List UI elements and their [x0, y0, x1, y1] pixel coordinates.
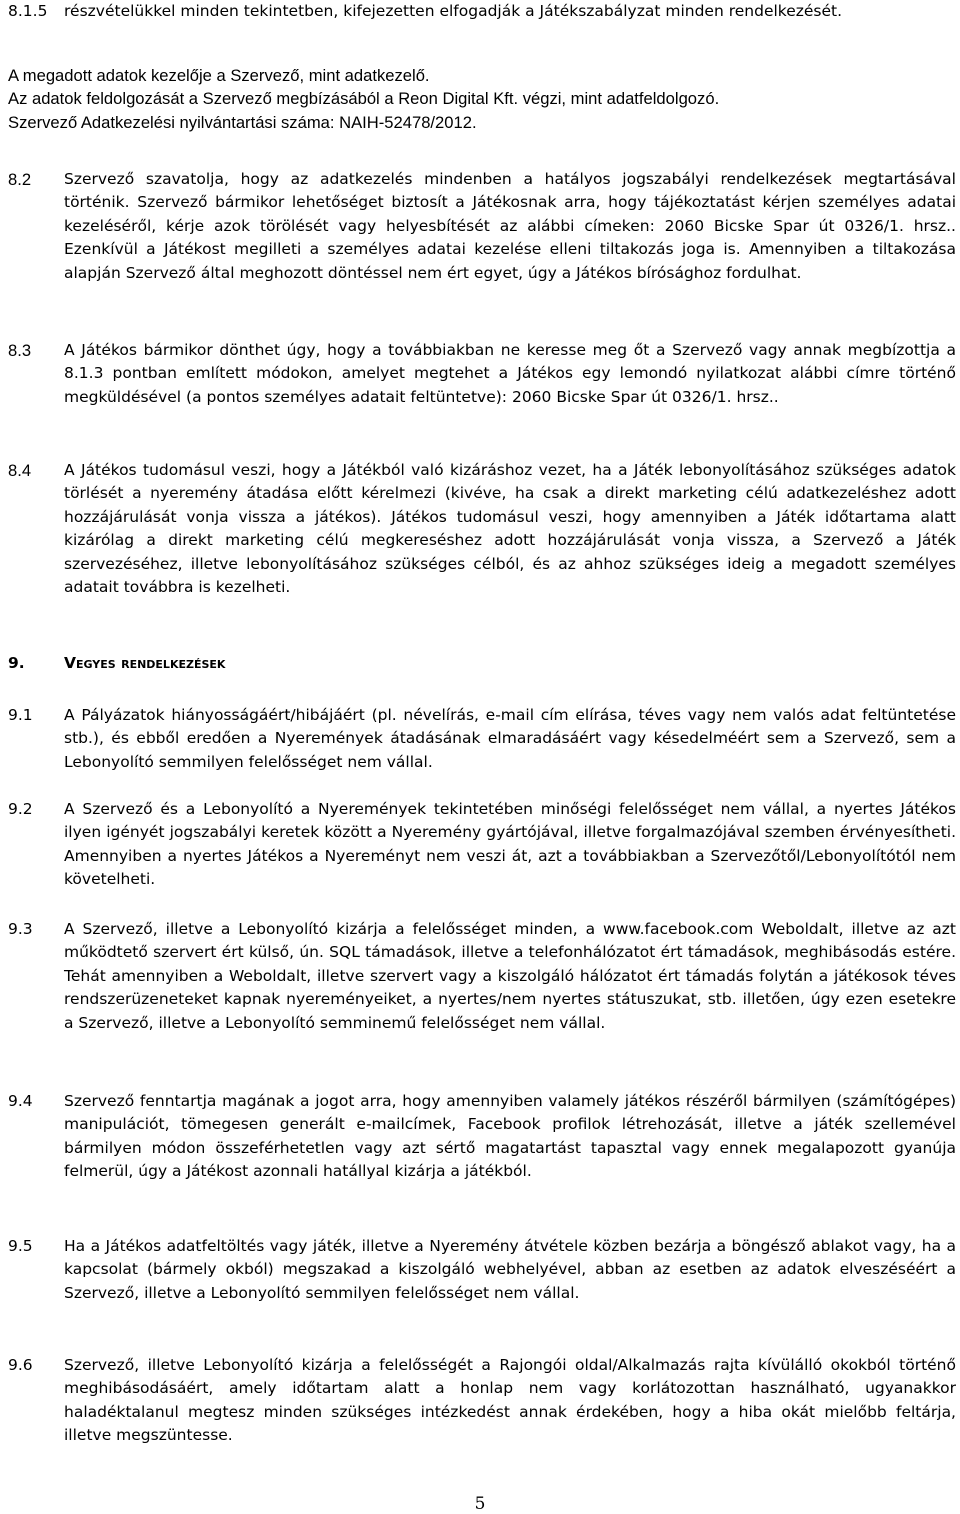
clause-9-5 — [8, 1235, 956, 1305]
clause-text: A Játékos bármikor dönthet úgy, hogy a továbbiakban ne keresse meg őt a Szervező vagy annak megbízottja a 8.1.3 pontban említett módokon, amelyet megtehet a Játékos egy lemondó nyilatkozat alábbi címre történő megküldésével (a pontos személyes adatait feltüntetve): 2060 Bicske Spar út 0326/1. hrsz.. — [64, 341, 956, 406]
processor-line: Az adatok feldolgozását a Szervező megbízásából a Reon Digital Kft. végzi, mint adatfeldolgozó. — [8, 89, 720, 109]
clause-9-3 — [8, 918, 956, 1035]
registry-line: Szervező Adatkezelési nyilvántartási száma: NAIH-52478/2012. — [8, 112, 477, 132]
clause-text: A Játékos tudomásul veszi, hogy a Játékból való kizáráshoz vezet, ha a Játék lebonyolításához szükséges adatok törlését a nyeremény átadása előtt kérelmezi (kivéve, ha csak a direkt marketing célú adatkezeléshez adott hozzájárulását vonja vissza a játékos). Játékos tudomásul veszi, hogy amennyiben a Játék időtartama alatt kizárólag a direkt marketing célú megkereséshez adott hozzájárulását vonja vissza, a Szervező a Játék szervezéséhez, illetve lebonyolításához szükséges célból, és az ahhoz szükséges ideig a megadott személyes adatait továbbra is kezelheti. — [64, 461, 956, 597]
clause-number: 9.5 — [8, 1237, 33, 1255]
clause-text: A Szervező és a Lebonyolító a Nyeremények tekintetében minőségi felelősséget nem vállal, a nyertes Játékos ilyen igényét jogszabályi keretek között a Nyeremény gyártójával, illetve forgalmazójával szemben érvényesítheti. Amennyiben a nyertes Játékos a Nyereményt nem veszi át, azt a továbbiakban a Szervezőtől/Lebonyolítótól nem követelheti. — [64, 800, 956, 889]
clause-text: Ha a Játékos adatfeltöltés vagy játék, illetve a Nyeremény átvétele közben bezárja a böngésző ablakot vagy, ha a kapcsolat (bármely okból) megszakad a kiszolgáló webhelyével, abban az esetben az adatok elveszéséért a Szervező, illetve a Lebonyolító semmilyen felelősséget nem vállal. — [64, 1237, 956, 1302]
clause-number: 9.4 — [8, 1092, 33, 1110]
section-title: Vegyes rendelkezések — [64, 654, 226, 672]
clause-text: Szervező szavatolja, hogy az adatkezelés mindenben a hatályos jogszabályi rendelkezések megtartásával történik. Szervező bármikor lehetőséget biztosít a Játékosnak arra, hogy tájékoztatást kérjen személyes adatai kezeléséről, kérje azok törölését vagy helyesbítését az alábbi címeken: 2060 Bicske Spar út 0326/1. hrsz.. Ezenkívül a Játékost megilleti a személyes adatai kezelése elleni tiltakozás joga is. Amennyiben a tiltakozása alapján Szervező által meghozott döntéssel nem ért egyet, úgy a Játékos bírósághoz fordulhat. — [64, 170, 956, 282]
clause-number: 9.2 — [8, 800, 33, 818]
clause-text: A Pályázatok hiányosságáért/hibájáért (pl. névelírás, e-mail cím elírása, téves vagy nem valós adat feltüntetése stb.), és ebből eredően a Nyeremények átadásának elmaradásáért vagy késedelméért sem a Szervező, sem a Lebonyolító semmilyen felelősséget nem vállal. — [64, 706, 956, 771]
clause-text: A Szervező, illetve a Lebonyolító kizárja a felelősséget minden, a www.facebook.com Weboldalt, illetve az azt működtető szervert ért külső, ún. SQL támadások, illetve a telefonhálózatot ért támadások, meghibásodás estére. Tehát amennyiben a Weboldalt, illetve szervert vagy a kiszolgáló hálózatot ért támadás folytán a játékosok téves rendszerüzeneteket kapnak nyereményeiket, a nyertes/nem nyertes státuszukat, stb. illetően, úgy ezen esetekre a Szervező, illetve a Lebonyolító semminemű felelősséget nem vállal. — [64, 920, 956, 1032]
clause-number: 9.1 — [8, 706, 33, 724]
controller-line: A megadott adatok kezelője a Szervező, mint adatkezelő. — [8, 66, 430, 85]
clause-8-4 — [8, 459, 956, 599]
clause-8-2 — [8, 168, 956, 285]
clause-number: 8.4 — [8, 461, 32, 480]
clause-number: 8.1.5 — [8, 2, 48, 20]
clause-9-4 — [8, 1090, 956, 1184]
clause-number: 9.6 — [8, 1356, 33, 1374]
clause-9-1 — [8, 704, 956, 774]
clause-9-2 — [8, 798, 956, 892]
section-number: 9. — [8, 654, 25, 672]
clause-text: Szervező, illetve Lebonyolító kizárja a felelősségét a Rajongói oldal/Alkalmazás rajta kívülálló okokból történő meghibásodásáért, amely időtartam alatt a honlap nem vagy korlátozottan használható, ugyanakkor haladéktalanul megtesz minden szükséges intézkedést annak érdekében, hogy a hiba okát mielőbb feltárja, illetve megszüntesse. — [64, 1356, 956, 1445]
clause-8-1-5 — [8, 0, 956, 23]
clause-text: részvételükkel minden tekintetben, kifejezetten elfogadják a Játékszabályzat minden rendelkezését. — [64, 2, 843, 20]
clause-text: Szervező fenntartja magának a jogot arra, hogy amennyiben valamely játékos részéről bármilyen (számítógépes) manipulációt, tömegesen generált e-mailcímek, Facebook profilok létrehozását, illetve a játék szellemével bármilyen módon összeférhetetlen vagy azt sértő magatartást tapasztal vagy ennek megalapozott gyanúja felmerül, úgy a Játékost azonnali hatállyal kizárja a játékból. — [64, 1092, 956, 1181]
clause-number: 8.2 — [8, 170, 32, 189]
clause-number: 9.3 — [8, 920, 33, 938]
controller-info — [8, 64, 958, 134]
clause-8-3 — [8, 339, 956, 409]
page-number: 5 — [474, 1494, 486, 1514]
clause-number: 8.3 — [8, 341, 32, 360]
clause-9-6 — [8, 1354, 956, 1448]
